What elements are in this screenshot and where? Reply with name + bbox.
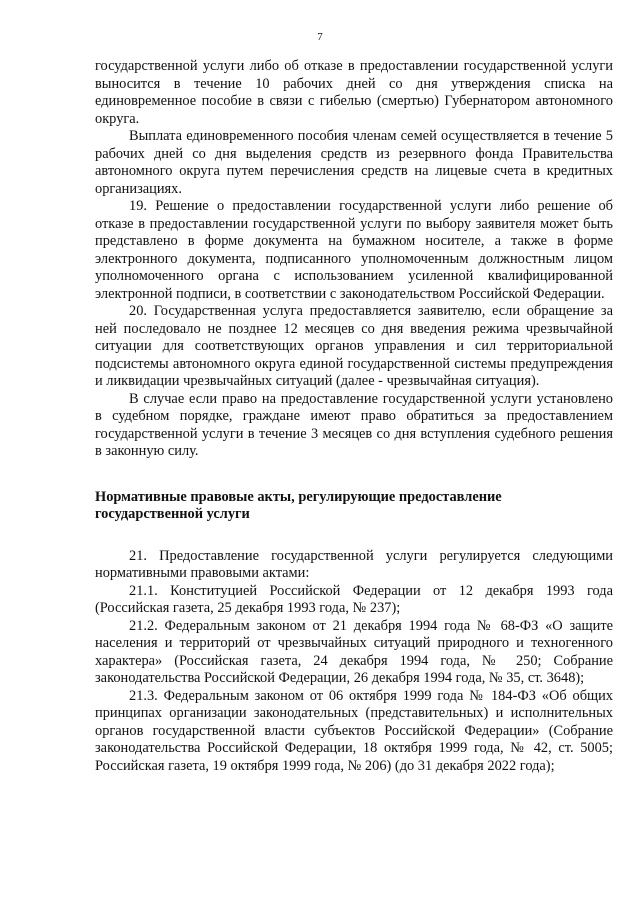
- paragraph-payment: Выплата единовременного пособия членам семей осуществляется в течение 5 рабочих дней со дня выделения средств из резервного фонда Правительства автономного округа путем перечисления средств на лицевые счета в кредитных организациях.: [95, 128, 613, 197]
- paragraphs-after-heading: [95, 548, 613, 776]
- paragraph-court-case: В случае если право на предоставление государственной услуги установлено в судебном порядке, граждане имеют право обратиться за предоставлением государственной услуги в течение 3 месяцев со дня вступления судебного решения в законную силу.: [95, 390, 613, 459]
- paragraph-20: 20. Государственная услуга предоставляется заявителю, если обращение за ней последовало не позднее 12 месяцев со дня введения режима чрезвычайной ситуации для соответствующих органов управления и сил территориальной подсистемы автономного округа единой государственной системы предупреждения и ликвидации чрезвычайных ситуаций (далее - чрезвычайная ситуация).: [95, 303, 613, 389]
- paragraph-21-3: 21.3. Федеральным законом от 06 октября 1999 года № 184-ФЗ «Об общих принципах организации законодательных (представительных) и исполнительных органов государственной власти субъектов Российской Федерации» (Собрание законодательства Российской Федерации, 18 октября 1999 года, № 42, ст. 5005; Российская газета, 19 октября 1999 года, № 206) (до 31 декабря 2022 года);: [95, 687, 613, 774]
- paragraph-21-1: 21.1. Конституцией Российской Федерации от 12 декабря 1993 года (Российская газета, 25 декабря 1993 года, № 237);: [95, 582, 613, 616]
- page-number: 7: [317, 31, 323, 43]
- paragraph-21-2: 21.2. Федеральным законом от 21 декабря 1994 года № 68-ФЗ «О защите населения и территорий от чрезвычайных ситуаций природного и техногенного характера» (Российская газета, 24 декабря 1994 года, № 250; Собрание законодательства Российской Федерации, 26 декабря 1994 года, № 35, ст. 3648);: [95, 617, 613, 686]
- paragraph-continuation: государственной услуги либо об отказе в предоставлении государственной услуги выносится в течение 10 рабочих дней со дня утверждения списка на единовременное пособие в связи с гибелью (смертью) Губернатором автономного округа.: [95, 58, 613, 127]
- section-heading: [95, 489, 613, 524]
- paragraphs-before-heading: [95, 58, 613, 461]
- section-heading-line-2: государственной услуги: [95, 506, 250, 522]
- section-heading-line-1: Нормативные правовые акты, регулирующие предоставление: [95, 488, 502, 505]
- paragraph-19: 19. Решение о предоставлении государственной услуги либо решение об отказе в предоставлении государственной услуги по выбору заявителя может быть представлено в форме документа на бумажном носителе, а также в форме электронного документа, подписанного уполномоченным должностным лицом уполномоченного органа с использованием усиленной квалифицированной электронной подписи, в соответствии с законодательством Российской Федерации.: [95, 198, 613, 302]
- document-body: [95, 58, 613, 775]
- paragraph-21: 21. Предоставление государственной услуги регулируется следующими нормативными правовыми актами:: [95, 547, 613, 581]
